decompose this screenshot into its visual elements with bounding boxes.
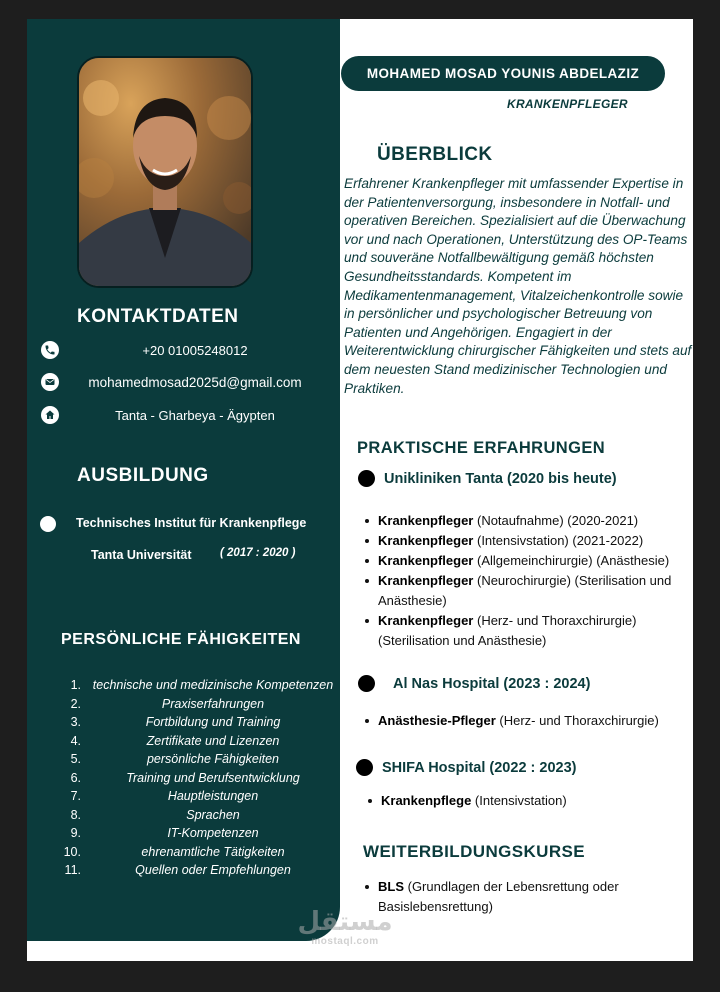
duty-role: Krankenpfleger <box>378 533 474 548</box>
skill-text: persönliche Fähigkeiten <box>146 752 280 767</box>
skill-number: 9. <box>70 826 81 841</box>
duty-item <box>364 511 693 531</box>
skill-number: 2. <box>70 696 81 711</box>
home-icon <box>41 406 59 424</box>
duty-role: Krankenpfleger <box>378 573 474 588</box>
skill-number: 1. <box>70 678 81 693</box>
duty-detail: (Allgemeinchirurgie) (Anästhesie) <box>473 553 670 568</box>
skill-text: Sprachen <box>186 807 240 822</box>
skill-item <box>47 861 339 880</box>
experience-heading: PRAKTISCHE ERFAHRUNGEN <box>357 439 606 457</box>
duty-item <box>367 791 693 811</box>
skill-number: 10. <box>63 844 81 859</box>
skill-text: IT-Kompetenzen <box>167 826 259 841</box>
contact-phone[interactable]: +20 01005248012 <box>142 342 248 358</box>
employer-alnas <box>358 675 590 692</box>
mostaql-watermark <box>280 908 410 947</box>
skill-number: 4. <box>70 733 81 748</box>
contact-email[interactable]: mohamedmosad2025d@gmail.com <box>88 374 302 390</box>
skill-item <box>47 713 339 732</box>
skill-item <box>47 676 339 695</box>
skill-item <box>47 695 339 714</box>
education-institute: Technisches Institut für Krankenpflege <box>76 516 307 530</box>
watermark-arabic: مستقل <box>297 907 393 937</box>
courses-heading: WEITERBILDUNGSKURSE <box>363 842 585 861</box>
skill-text: Fortbildung und Training <box>145 715 281 730</box>
duty-item <box>364 611 693 651</box>
education-heading: AUSBILDUNG <box>77 465 209 486</box>
duty-role: BLS <box>378 879 404 894</box>
skill-number: 8. <box>70 807 81 822</box>
duty-item <box>364 551 693 571</box>
skill-item <box>47 787 339 806</box>
skill-text: Praxiserfahrungen <box>161 696 265 711</box>
contact-email-row <box>41 371 331 393</box>
employer-name: Unikliniken Tanta (2020 bis heute) <box>384 470 617 487</box>
profile-photo <box>77 56 253 288</box>
job-title: KRANKENPFLEGER <box>507 97 628 111</box>
overview-heading: ÜBERBLICK <box>377 144 493 165</box>
employer-name: Al Nas Hospital (2023 : 2024) <box>393 675 591 692</box>
employer-shifa <box>356 759 576 776</box>
skill-text: Hauptleistungen <box>167 789 259 804</box>
duty-item <box>364 571 693 611</box>
skill-text: Training und Berufsentwicklung <box>126 770 300 785</box>
skill-item <box>47 824 339 843</box>
skill-item <box>47 843 339 862</box>
duties-list <box>364 711 693 731</box>
contact-phone-row <box>41 339 331 361</box>
overview-text: Erfahrener Krankenpfleger mit umfassender Expertise in der Patientenversorgung, insbesondere in Notfall- und operativen Bereichen. Spezialisiert auf die Überwachung vor und nach Operationen, Unterstützung des OP-Teams und souveräne Notfallbewältigung gemäß höchsten Gesundheitsstandards. Kompetent im Medikamentenmanagement, Vitalzeichenkontrolle sowie in persönlicher und psychologischer Betreuung von Patienten und Angehörigen. Engagiert in der Weiterentwicklung chirurgischer Fähigkeiten und stets auf dem neuesten Stand medizinischer Technologien und Praktiken. <box>344 176 692 396</box>
duty-role: Krankenpfleger <box>378 613 474 628</box>
skill-number: 7. <box>70 789 81 804</box>
employer-bullet <box>358 470 375 487</box>
watermark-latin: mostaql.com <box>311 936 379 947</box>
duty-detail: (Intensivstation) (2021-2022) <box>473 533 644 548</box>
skill-text: technische und medizinische Kompetenzen <box>92 678 334 693</box>
skill-text: ehrenamtliche Tätigkeiten <box>141 844 285 859</box>
duties-list <box>364 511 693 651</box>
skill-number: 5. <box>70 752 81 767</box>
skill-number: 3. <box>70 715 81 730</box>
skill-text: Zertifikate und Lizenzen <box>146 733 280 748</box>
profile-photo-illustration <box>79 58 251 286</box>
phone-icon <box>41 341 59 359</box>
duty-detail: (Grundlagen der Lebensrettung oder Basislebensrettung) <box>378 879 619 914</box>
education-university: Tanta Universität <box>91 548 192 562</box>
mail-icon <box>41 373 59 391</box>
skills-list <box>47 676 339 880</box>
skill-text: Quellen oder Empfehlungen <box>135 863 291 878</box>
skill-item <box>47 750 339 769</box>
duty-detail: (Herz- und Thoraxchirurgie) <box>495 713 659 728</box>
duty-role: Krankenpfleger <box>378 513 474 528</box>
skill-number: 6. <box>70 770 81 785</box>
duty-detail: (Notaufnahme) (2020-2021) <box>473 513 639 528</box>
name-banner <box>341 56 665 91</box>
employer-bullet <box>356 759 373 776</box>
employer-unikliniken <box>358 470 617 487</box>
education-bullet <box>40 516 56 532</box>
duty-item <box>364 531 693 551</box>
employer-name: SHIFA Hospital (2022 : 2023) <box>382 759 577 776</box>
contact-address: Tanta - Gharbeya - Ägypten <box>115 407 275 423</box>
contact-address-row <box>41 404 331 426</box>
duty-role: Krankenpfleger <box>378 553 474 568</box>
employer-bullet <box>358 675 375 692</box>
sidebar <box>27 19 340 941</box>
skill-number: 11. <box>64 863 81 878</box>
duty-detail: (Herz- und Thoraxchirurgie) (Sterilisation und Anästhesie) <box>378 613 637 648</box>
skill-item <box>47 732 339 751</box>
duty-detail: (Neurochirurgie) (Sterilisation und Anästhesie) <box>378 573 672 608</box>
duty-role: Anästhesie-Pfleger <box>378 713 496 728</box>
full-name: MOHAMED MOSAD YOUNIS ABDELAZIZ <box>366 66 640 81</box>
resume-page <box>27 19 693 961</box>
duties-list <box>367 791 693 811</box>
contact-heading: KONTAKTDATEN <box>77 306 239 327</box>
skill-item <box>47 769 339 788</box>
duty-role: Krankenpflege <box>381 793 472 808</box>
education-years: ( 2017 : 2020 ) <box>220 547 296 559</box>
duty-item <box>364 711 693 731</box>
skill-item <box>47 806 339 825</box>
skills-heading: PERSÖNLICHE FÄHIGKEITEN <box>61 631 301 648</box>
duty-detail: (Intensivstation) <box>471 793 567 808</box>
